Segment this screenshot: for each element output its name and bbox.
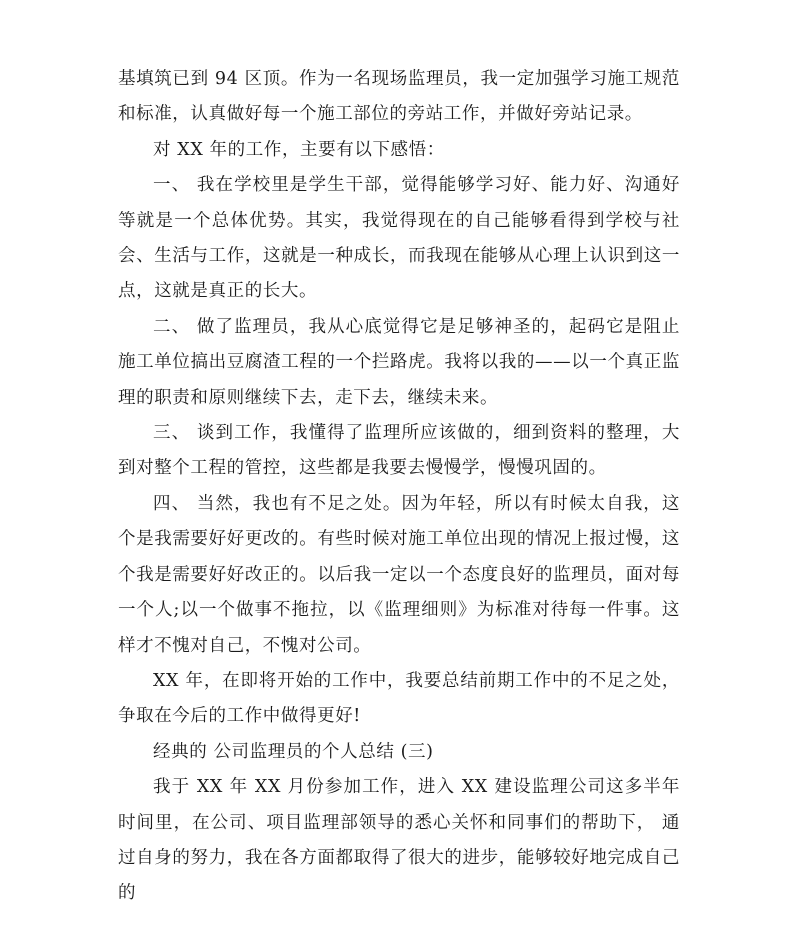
paragraph-continuation: 基填筑已到 94 区顶。作为一名现场监理员，我一定加强学习施工规范和标准，认真做好每一个施工部位的旁站工作，并做好旁站记录。	[118, 69, 680, 125]
paragraph-section-three-body: 我于 XX 年 XX 月份参加工作，进入 XX 建设监理公司这多半年时间里，在公司、项目监理部领导的悉心关怀和同事们的帮助下， 通过自身的努力，我在各方面都取得了很大的进步，能够较好地完成自己的	[118, 777, 680, 904]
paragraph-point-two: 二、 做了监理员，我从心底觉得它是足够神圣的，起码它是阻止施工单位搞出豆腐渣工程的一个拦路虎。我将以我的——以一个真正监理的职责和原则继续下去，走下去，继续未来。	[118, 316, 680, 408]
document-body	[118, 62, 680, 912]
paragraph-point-four: 四、 当然，我也有不足之处。因为年轻，所以有时候太自我，这个是我需要好好更改的。有些时候对施工单位出现的情况上报过慢，这个我是需要好好改正的。以后我一定以一个态度良好的监理员，面对每一个人;以一个做事不拖拉，以《监理细则》为标准对待每一件事。这样才不愧对自己，不愧对公司。	[118, 493, 680, 656]
paragraph-point-three: 三、 谈到工作，我懂得了监理所应该做的，细到资料的整理，大到对整个工程的管控，这些都是我要去慢慢学，慢慢巩固的。	[118, 423, 680, 479]
paragraph-outlook: XX 年，在即将开始的工作中，我要总结前期工作中的不足之处，争取在今后的工作中做得更好!	[118, 670, 680, 727]
paragraph-point-one: 一、 我在学校里是学生干部，觉得能够学习好、能力好、沟通好等就是一个总体优势。其实，我觉得现在的自己能够看得到学校与社会、生活与工作，这就是一种成长，而我现在能够从心理上认识到这一点，这就是真正的长大。	[118, 175, 680, 302]
section-heading: 经典的 公司监理员的个人总结 (三)	[153, 741, 434, 762]
paragraph-reflections-intro: 对 XX 年的工作，主要有以下感悟：	[153, 139, 445, 160]
